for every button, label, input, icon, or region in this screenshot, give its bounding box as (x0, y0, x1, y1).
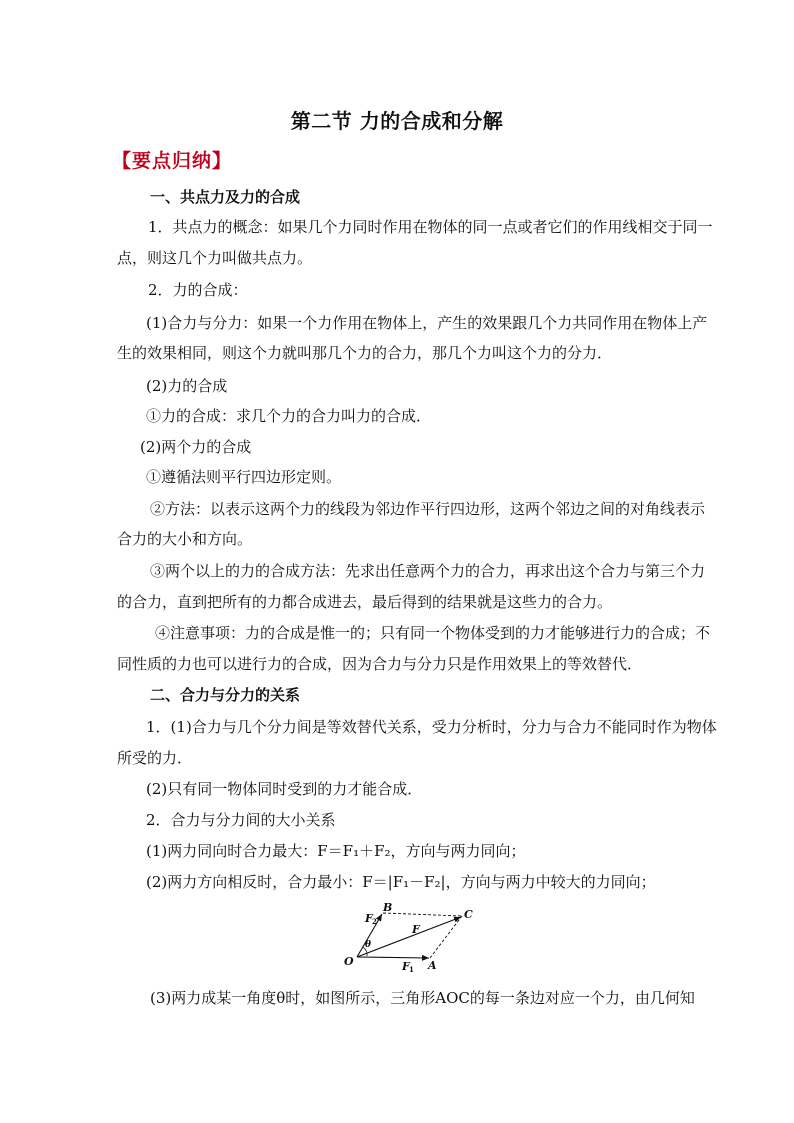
label-theta: θ (365, 940, 372, 950)
paragraph-line: (1)合力与分力：如果一个力作用在物体上，产生的效果跟几个力共同作用在物体上产 (146, 314, 708, 332)
label-f: F (412, 923, 420, 936)
vector-f1 (357, 957, 429, 958)
paragraph-line: 2．合力与分力间的大小关系 (146, 811, 336, 829)
section-title: 第二节 力的合成和分解 (290, 109, 504, 133)
paragraph-line: (2)力的合成 (146, 377, 228, 395)
paragraph-line: 的合力，直到把所有的力都合成进去，最后得到的结果就是这些力的合力。 (117, 593, 613, 611)
paragraph-line: 1．共点力的概念：如果几个力同时作用在物体的同一点或者它们的作用线相交于同一 (148, 218, 713, 236)
paragraph-line: ①力的合成：求几个力的合力叫力的合成． (146, 407, 432, 425)
key-points-banner: 【要点归纳】 (112, 150, 233, 172)
heading-1: 一、共点力及力的合成 (150, 188, 301, 206)
label-b: B (383, 902, 393, 914)
label-a: A (428, 959, 437, 972)
heading-2: 二、合力与分力的关系 (150, 686, 301, 704)
paragraph-line: ①遵循法则平行四边形定则。 (146, 468, 342, 486)
paragraph-line: 点，则这几个力叫做共点力。 (117, 249, 313, 267)
paragraph-line: 1．(1)合力与几个分力间是等效替代关系，受力分析时，分力与合力不能同时作为物体 (146, 718, 717, 736)
paragraph-line: (2)只有同一物体同时受到的力才能合成． (146, 780, 423, 798)
label-f2-subscript: 2 (372, 917, 377, 926)
label-f1-subscript: 1 (409, 965, 414, 974)
force-parallelogram-diagram (340, 902, 480, 974)
paragraph-line: ②方法：以表示这两个力的线段为邻边作平行四边形，这两个邻边之间的对角线表示 (150, 500, 706, 518)
paragraph-line: 所受的力． (117, 749, 193, 767)
paragraph-line: ④注意事项：力的合成是惟一的；只有同一个物体受到的力才能够进行力的合成；不 (155, 624, 711, 642)
paragraph-line: (2)两力方向相反时，合力最小：F＝|F₁－F₂|，方向与两力中较大的力同向； (146, 873, 656, 891)
paragraph-line: 同性质的力也可以进行力的合成，因为合力与分力只是作用效果上的等效替代． (117, 655, 643, 673)
paragraph-line: 生的效果相同，则这个力就叫那几个力的合力，那几个力叫这个力的分力． (117, 344, 613, 362)
dashed-side-bc (383, 913, 462, 916)
label-c: C (464, 908, 473, 921)
label-f1: F (402, 960, 410, 973)
label-f2: F (365, 912, 373, 925)
paragraph-line: ③两个以上的力的合成方法：先求出任意两个力的合力，再求出这个合力与第三个力 (150, 562, 706, 580)
paragraph-line: (2)两个力的合成 (140, 438, 252, 456)
paragraph-line: 2．力的合成： (148, 281, 248, 299)
paragraph-line: (1)两力同向时合力最大：F＝F₁＋F₂，方向与两力同向； (146, 842, 526, 860)
paragraph-line: 合力的大小和方向。 (117, 530, 253, 548)
label-o: O (344, 955, 354, 968)
paragraph-line: (3)两力成某一角度θ时，如图所示，三角形AOC的每一条边对应一个力，由几何知 (150, 989, 695, 1007)
